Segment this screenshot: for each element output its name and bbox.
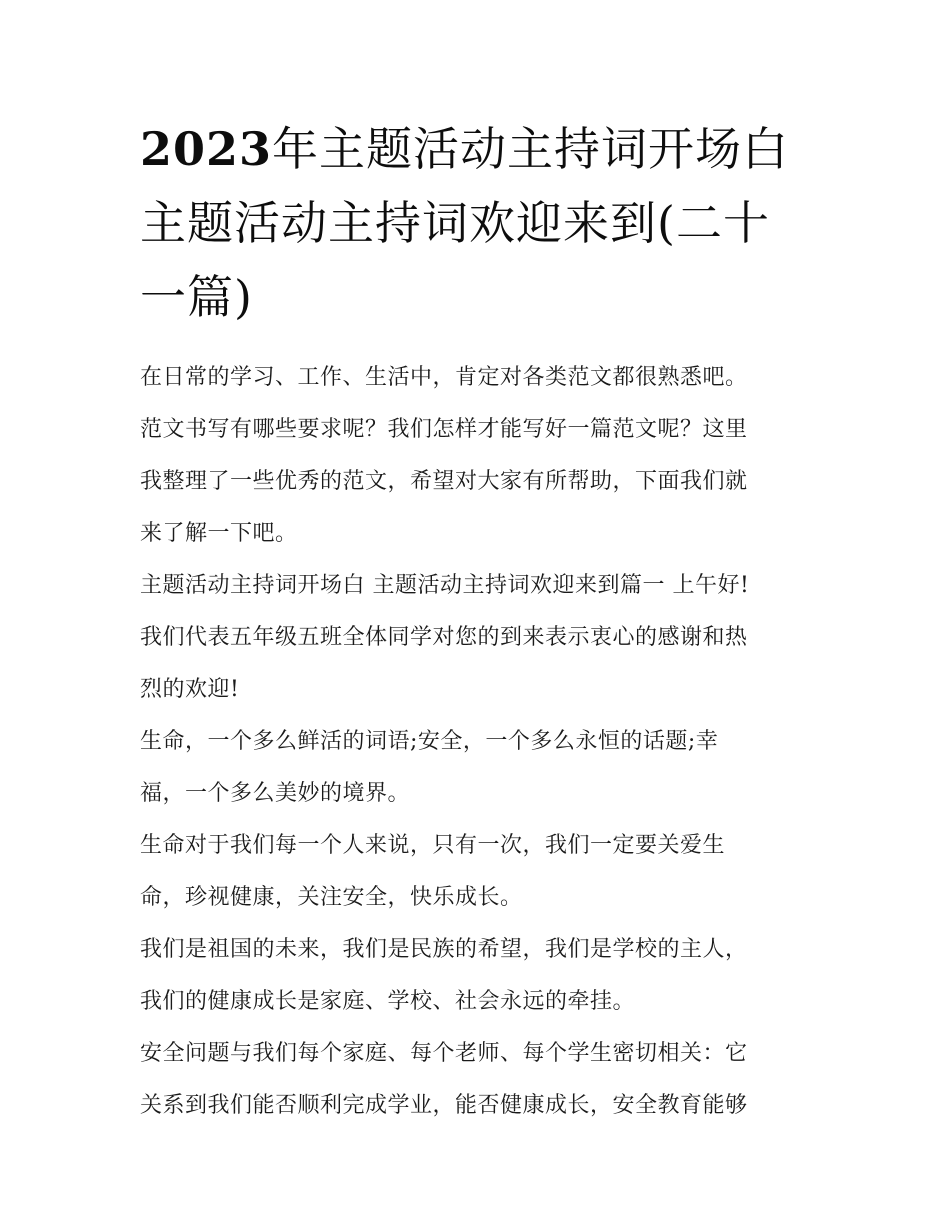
paragraph-life xyxy=(140,716,820,820)
text-line: 来了解一下吧。 xyxy=(140,521,298,546)
title-line-2: 主题活动主持词欢迎来到(二十 xyxy=(140,196,770,250)
paragraph-intro xyxy=(140,352,820,560)
text-line: 生命对于我们每一个人来说，只有一次，我们一定要关爱生 xyxy=(140,833,726,858)
document-body xyxy=(140,352,820,1132)
paragraph-cherish xyxy=(140,820,820,924)
text-line: 我们是祖国的未来，我们是民族的希望，我们是学校的主人， xyxy=(140,937,748,962)
text-line: 烈的欢迎! xyxy=(140,677,240,702)
paragraph-greeting xyxy=(140,560,820,716)
text-line: 安全问题与我们每个家庭、每个老师、每个学生密切相关：它 xyxy=(140,1041,748,1066)
text-line: 生命，一个多么鲜活的词语;安全，一个多么永恒的话题;幸 xyxy=(140,729,719,754)
text-line: 我们代表五年级五班全体同学对您的到来表示衷心的感谢和热 xyxy=(140,625,748,650)
text-line: 福，一个多么美妙的境界。 xyxy=(140,781,411,806)
paragraph-future xyxy=(140,924,820,1028)
text-line: 范文书写有哪些要求呢？我们怎样才能写好一篇范文呢？这里 xyxy=(140,417,748,442)
text-line: 主题活动主持词开场白 主题活动主持词欢迎来到篇一 上午好! xyxy=(140,573,750,598)
text-line: 在日常的学习、工作、生活中，肯定对各类范文都很熟悉吧。 xyxy=(140,365,748,390)
title-line-1 xyxy=(140,122,789,176)
text-line: 关系到我们能否顺利完成学业，能否健康成长，安全教育能够 xyxy=(140,1093,748,1118)
title-year: 2023 xyxy=(140,122,273,176)
document-title xyxy=(140,112,820,334)
text-line: 命，珍视健康，关注安全，快乐成长。 xyxy=(140,885,523,910)
text-line: 我整理了一些优秀的范文，希望对大家有所帮助，下面我们就 xyxy=(140,469,748,494)
title-line-1-text: 年主题活动主持词开场白 xyxy=(272,122,790,176)
text-line: 我们的健康成长是家庭、学校、社会永远的牵挂。 xyxy=(140,989,636,1014)
paragraph-safety xyxy=(140,1028,820,1132)
title-line-3: 一篇) xyxy=(140,270,253,324)
